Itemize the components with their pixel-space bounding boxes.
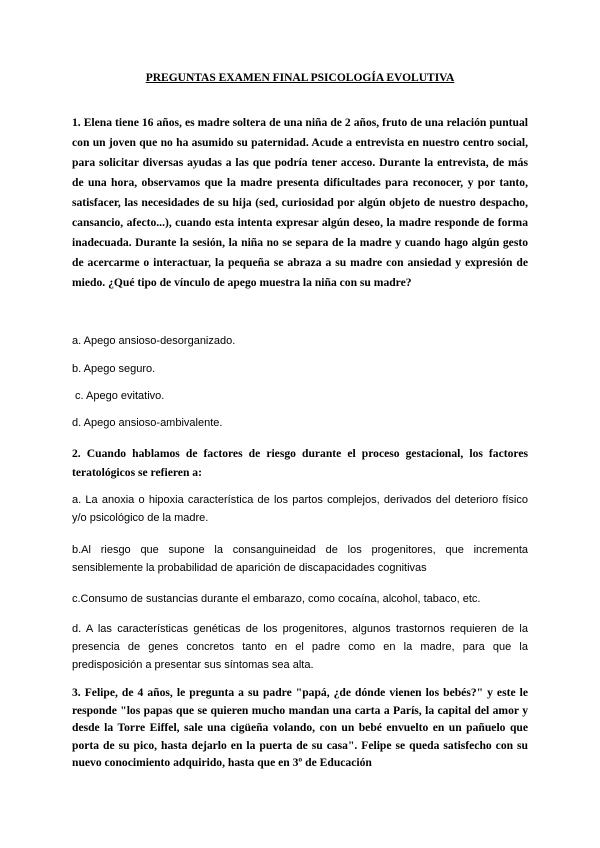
question-2-option-c: c.Consumo de sustancias durante el embarazo, como cocaína, alcohol, tabaco, etc. [72, 593, 481, 605]
question-1-option-c: c. Apego evitativo. [72, 390, 165, 402]
question-1-option-a: a. Apego ansioso-desorganizado. [72, 335, 236, 347]
question-2-option-a: a. La anoxia o hipoxia característica de los partos complejos, derivados del deterioro físico y/o psicológico de la madre. [72, 494, 528, 524]
question-2-option-b: b.Al riesgo que supone la consanguineidad de los progenitores, que incrementa sensiblemente la probabilidad de aparición de discapacidades cognitivas [72, 544, 528, 574]
question-3-text: 3. Felipe, de 4 años, le pregunta a su padre "papá, ¿de dónde vienen los bebés?" y este le responde "los papas que se quieren mucho mandan una carta a París, la capital del amor y desde la Torre Eiffel, sale una cigüeña volando, con un bebé envuelto en un pañuelo que porta de su pico, hasta dejarlo en la puerta de su casa". Felipe se queda satisfecho con su nuevo conocimiento adquirido, hasta que en 3º de Educación [72, 686, 528, 769]
question-2-text: 2. Cuando hablamos de factores de riesgo durante el proceso gestacional, los factores teratológicos se refieren a: [72, 447, 528, 479]
question-1-option-d: d. Apego ansioso-ambivalente. [72, 417, 223, 429]
question-1-option-b: b. Apego seguro. [72, 363, 156, 375]
question-2-option-d: d. A las características genéticas de los progenitores, algunos trastornos requieren de la presencia de genes concretos tanto en el padre como en la madre, para que la predisposición a presentar sus síntomas sea alta. [72, 623, 528, 671]
page-title: PREGUNTAS EXAMEN FINAL PSICOLOGÍA EVOLUTIVA [145, 72, 455, 84]
question-1-text: 1. Elena tiene 16 años, es madre soltera de una niña de 2 años, fruto de una relación puntual con un joven que no ha asumido su paternidad. Acude a entrevista en nuestro centro social, para solicitar diversas ayudas a las que podría tener acceso. Durante la entrevista, de más de una hora, observamos que la madre presenta dificultades para reconocer, y por tanto, satisfacer, las necesidades de su hija (sed, curiosidad por algún objeto de nuestro despacho, cansancio, afecto...), cuando esta intenta expresar algún deseo, la madre responde de forma inadecuada. Durante la sesión, la niña no se separa de la madre y cuando hago algún gesto de acercarme o interactuar, la pequeña se abraza a su madre con ansiedad y expresión de miedo. ¿Qué tipo de vínculo de apego muestra la niña con su madre? [72, 116, 528, 289]
